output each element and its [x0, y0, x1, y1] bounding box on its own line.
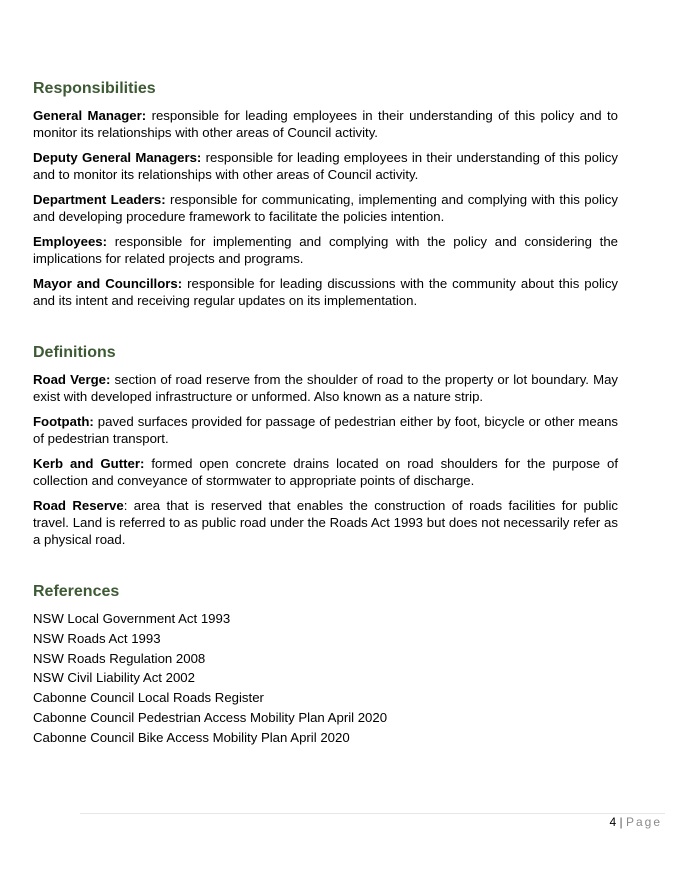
term: Employees: [33, 234, 108, 249]
reference-item: Cabonne Council Local Roads Register [33, 690, 264, 705]
term: Footpath: [33, 414, 94, 429]
term: Road Reserve [33, 498, 124, 513]
page-label: Page [625, 815, 662, 829]
term: Mayor and Councillors: [33, 276, 183, 291]
reference-item: Cabonne Council Bike Access Mobility Plan April 2020 [33, 730, 350, 745]
reference-item: Cabonne Council Pedestrian Access Mobility Plan April 2020 [33, 710, 388, 725]
description: section of road reserve from the shoulder of road to the property or lot boundary. May exist with developed infrastructure or unformed. Also known as a nature strip. [33, 372, 618, 404]
term: Road Verge: [33, 372, 111, 387]
responsibility-employees [33, 234, 618, 268]
term: Department Leaders: [33, 192, 166, 207]
description: paved surfaces provided for passage of pedestrian either by foot, bicycle or other means of pedestrian transport. [33, 414, 618, 446]
footer-separator: | [619, 815, 623, 829]
definition-footpath [33, 414, 618, 448]
page-number: 4 [609, 815, 617, 829]
term: Kerb and Gutter: [33, 456, 145, 471]
footer-divider [80, 813, 665, 814]
definition-kerb-gutter [33, 456, 618, 490]
description: responsible for communicating, implementing and complying with this policy and developing procedure framework to facilitate the policies intention. [33, 192, 618, 224]
description: responsible for leading employees in their understanding of this policy and to monitor its relationships with other areas of Council activity. [33, 108, 618, 140]
term: General Manager: [33, 108, 147, 123]
description: : area that is reserved that enables the construction of roads facilities for public travel. Land is referred to as public road under the Roads Act 1993 but does not necessarily refer as a physical road. [33, 498, 618, 547]
definition-road-reserve [33, 498, 618, 548]
definition-road-verge [33, 372, 618, 406]
term: Deputy General Managers: [33, 150, 202, 165]
description: responsible for leading employees in their understanding of this policy and to monitor its relationships with other areas of Council activity. [33, 150, 618, 182]
description: responsible for leading discussions with the community about this policy and its intent and receiving regular updates on its implementation. [33, 276, 619, 308]
responsibility-department-leaders [33, 192, 618, 226]
page-footer [609, 815, 662, 829]
reference-item: NSW Roads Regulation 2008 [33, 651, 206, 666]
description: responsible for implementing and complying with the policy and considering the implications for related projects and programs. [33, 234, 618, 266]
description: formed open concrete drains located on road shoulders for the purpose of collection and conveyance of stormwater to appropriate points of discharge. [33, 456, 618, 488]
definitions-heading: Definitions [33, 344, 116, 361]
reference-item: NSW Roads Act 1993 [33, 631, 161, 646]
responsibility-mayor-councillors [33, 276, 618, 310]
responsibility-deputy-general-managers [33, 150, 618, 184]
reference-item: NSW Local Government Act 1993 [33, 611, 231, 626]
responsibility-general-manager [33, 108, 618, 142]
responsibilities-heading: Responsibilities [33, 80, 156, 97]
reference-item: NSW Civil Liability Act 2002 [33, 670, 195, 685]
references-heading: References [33, 583, 120, 600]
